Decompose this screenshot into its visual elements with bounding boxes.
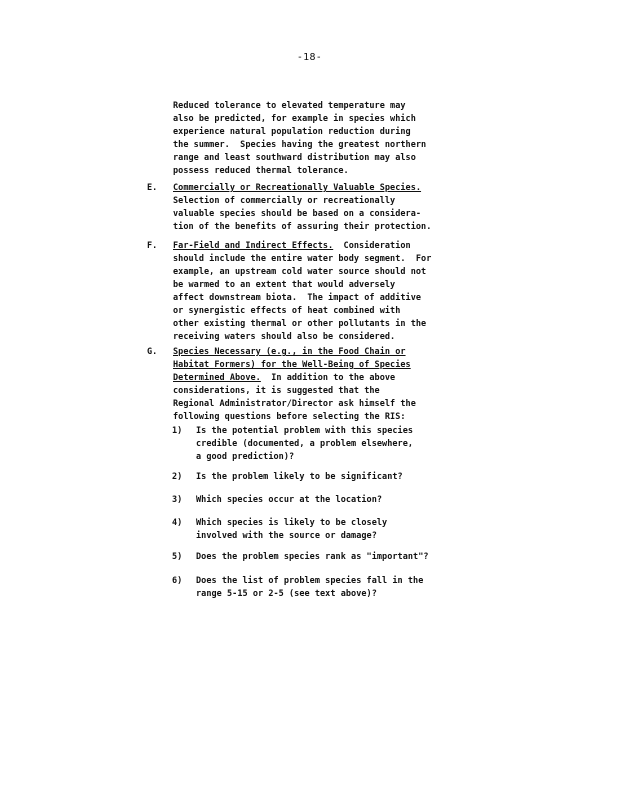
section-line: Selection of commercially or recreationally	[173, 196, 396, 206]
section-line: affect downstream biota. The impact of additive	[173, 293, 422, 303]
section-line: considerations, it is suggested that the	[173, 386, 380, 396]
section-line: other existing thermal or other pollutants in the	[173, 319, 427, 329]
section-heading	[173, 182, 421, 195]
section-line: receiving waters should also be considered.	[173, 332, 396, 342]
section-line: should include the entire water body segment. For	[173, 254, 432, 264]
question-line: Which species is likely to be closely	[196, 518, 388, 528]
section-line: tion of the benefits of assuring their protection.	[173, 222, 432, 232]
question-number: 6)	[172, 576, 183, 586]
section-label: E.	[147, 183, 158, 193]
section-line: valuable species should be based on a considera-	[173, 209, 422, 219]
question-line: a good prediction)?	[196, 452, 295, 462]
heading-continuation: In addition to the above	[260, 373, 396, 383]
intro-line: range and least southward distribution may also	[173, 153, 416, 163]
intro-line: possess reduced thermal tolerance.	[173, 166, 349, 176]
section-line: or synergistic effects of heat combined with	[173, 306, 401, 316]
question-number: 3)	[172, 495, 183, 505]
heading-text: Species Necessary (e.g., in the Food Chain or	[173, 347, 406, 357]
section-line: example, an upstream cold water source should not	[173, 267, 427, 277]
question-line: Which species occur at the location?	[196, 495, 383, 505]
intro-line: the summer. Species having the greatest northern	[173, 140, 427, 150]
heading-text: Commercially or Recreationally Valuable Species.	[173, 183, 422, 193]
section-heading	[173, 372, 395, 385]
intro-line: Reduced tolerance to elevated temperature may	[173, 101, 406, 111]
section-heading	[173, 359, 411, 372]
question-number: 2)	[172, 472, 183, 482]
section-label: F.	[147, 241, 158, 251]
question-line: Is the problem likely to be significant?	[196, 472, 403, 482]
intro-line: also be predicted, for example in species which	[173, 114, 416, 124]
question-number: 5)	[172, 552, 183, 562]
page-number: -18-	[296, 52, 323, 63]
question-line: range 5-15 or 2-5 (see text above)?	[196, 589, 377, 599]
heading-text: Determined Above.	[173, 373, 261, 383]
intro-line: experience natural population reduction during	[173, 127, 411, 137]
question-line: Is the potential problem with this species	[196, 426, 414, 436]
section-heading	[173, 240, 411, 253]
question-line: involved with the source or damage?	[196, 531, 377, 541]
question-line: Does the problem species rank as "important"?	[196, 552, 429, 562]
heading-continuation: Consideration	[333, 241, 411, 251]
section-line: following questions before selecting the RIS:	[173, 412, 406, 422]
section-line: Regional Administrator/Director ask himself the	[173, 399, 416, 409]
question-number: 4)	[172, 518, 183, 528]
section-line: be warmed to an extent that would adversely	[173, 280, 396, 290]
section-heading	[173, 346, 406, 359]
heading-text: Far-Field and Indirect Effects.	[173, 241, 334, 251]
section-label: G.	[147, 347, 158, 357]
question-line: credible (documented, a problem elsewhere,	[196, 439, 414, 449]
question-number: 1)	[172, 426, 183, 436]
question-line: Does the list of problem species fall in the	[196, 576, 424, 586]
heading-text: Habitat Formers) for the Well-Being of Species	[173, 360, 411, 370]
